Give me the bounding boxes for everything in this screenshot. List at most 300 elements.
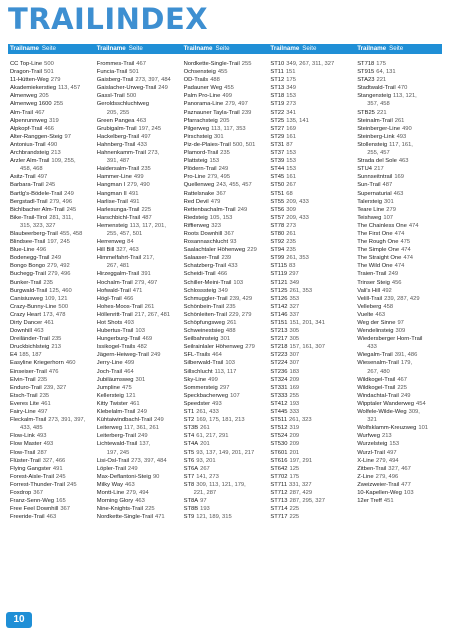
index-entry bbox=[270, 92, 353, 100]
index-entry bbox=[184, 262, 267, 270]
trail-page: 109, 121 bbox=[44, 295, 68, 302]
trail-name: Einseiser-Trail bbox=[10, 368, 47, 375]
index-entry bbox=[184, 351, 267, 359]
trail-page: 113, 121, bbox=[393, 93, 417, 100]
trail-page: 261 bbox=[200, 425, 210, 432]
trail-page: 474 bbox=[394, 263, 405, 270]
trail-page: 273 bbox=[286, 222, 296, 229]
index-entry bbox=[357, 254, 440, 262]
trail-page: 301 bbox=[384, 198, 394, 205]
trail-page: 221 bbox=[376, 109, 387, 116]
trail-page: 497 bbox=[386, 449, 397, 456]
trail-page: 500 bbox=[58, 303, 69, 310]
trail-page: 391, 486 bbox=[394, 352, 418, 359]
trail-page: 245 bbox=[66, 206, 77, 213]
index-entry bbox=[97, 400, 180, 408]
index-entry bbox=[97, 246, 180, 254]
index-entry bbox=[357, 327, 440, 335]
trail-name: Seilbahnsteig bbox=[183, 336, 219, 343]
trail-page: 474 bbox=[401, 247, 411, 254]
trail-name: Talersteig bbox=[357, 198, 382, 205]
index-entry bbox=[10, 141, 93, 149]
index-entry bbox=[357, 133, 440, 141]
column-header-name: Trailname bbox=[96, 45, 126, 52]
trail-name: ST25 bbox=[270, 117, 285, 124]
trail-name: Traien-Trail bbox=[357, 271, 387, 278]
index-entry bbox=[10, 109, 93, 117]
trail-name: X-Line bbox=[357, 457, 374, 464]
trail-page: 471 bbox=[132, 287, 143, 294]
trail-page: 456 bbox=[391, 279, 402, 286]
trail-name: ST616 bbox=[270, 457, 288, 464]
trail-page: 487 bbox=[382, 182, 393, 189]
trail-name: Stangensteig bbox=[357, 93, 392, 100]
index-column bbox=[182, 60, 269, 598]
index-entry bbox=[184, 141, 267, 149]
index-entry bbox=[10, 384, 93, 392]
trail-page: 474 bbox=[408, 222, 419, 229]
trail-name: ST56 bbox=[270, 206, 285, 213]
index-entry bbox=[357, 311, 440, 319]
trail-page: 273, 391, 397, bbox=[48, 417, 86, 424]
index-entry bbox=[357, 335, 440, 343]
trail-name: Schiller-Meini-Trail bbox=[183, 279, 232, 286]
trail-name: ST4 bbox=[183, 433, 195, 440]
trail-page: 471 bbox=[154, 514, 165, 521]
trail-name: Speedster bbox=[183, 400, 211, 407]
trail-page: 255 bbox=[53, 101, 64, 108]
trail-page: 279, 497 bbox=[134, 279, 158, 286]
index-entry bbox=[10, 262, 93, 270]
trail-page: 235 bbox=[39, 392, 50, 399]
trail-page: 249 bbox=[154, 417, 164, 424]
index-entry bbox=[270, 100, 353, 108]
trail-name: Forest-Aisle-Trail bbox=[10, 473, 54, 480]
trail-page: 197, 245 bbox=[138, 125, 162, 132]
trail-page: 433, 485 bbox=[20, 425, 43, 432]
trail-name: ST714 bbox=[270, 506, 288, 513]
trail-name: Schweinestsieg bbox=[183, 328, 224, 335]
trail-page: 245 bbox=[55, 473, 66, 480]
trail-page: 477 bbox=[401, 481, 411, 488]
trail-name: Nordkette-Single-Trail bbox=[96, 514, 153, 521]
index-entry bbox=[184, 190, 267, 198]
index-entry bbox=[357, 368, 440, 376]
column-header-name: Trailname bbox=[183, 45, 213, 52]
column-header bbox=[95, 44, 182, 54]
trail-name: Rosannaschlucht bbox=[183, 239, 229, 246]
index-entry bbox=[357, 206, 440, 214]
page-title: TRAILINDEX bbox=[8, 2, 209, 36]
index-entry bbox=[270, 368, 353, 376]
trail-name: ST37 bbox=[270, 150, 285, 157]
trail-page: 197, 291 bbox=[289, 457, 313, 464]
trail-name: ST236 bbox=[270, 368, 288, 375]
trail-name: Strada del Sole bbox=[357, 158, 397, 165]
trail-page: 235 bbox=[286, 239, 296, 246]
trail-name: Milky Way bbox=[96, 481, 123, 488]
trail-page: 93, 201 bbox=[196, 457, 216, 464]
trail-name: ST601 bbox=[270, 449, 288, 456]
trail-name: Supernaturial bbox=[357, 190, 392, 197]
trail-page: 327, 463 bbox=[116, 247, 139, 254]
column-header-page: Seite bbox=[41, 45, 56, 52]
index-entry bbox=[184, 465, 267, 473]
index-entry bbox=[10, 303, 93, 311]
trail-name: ST78 bbox=[270, 222, 285, 229]
index-entry bbox=[97, 368, 180, 376]
trail-name: Sun-Trail bbox=[357, 182, 381, 189]
index-entry bbox=[184, 457, 267, 465]
trail-page: 249 bbox=[400, 392, 411, 399]
index-entry bbox=[10, 100, 93, 108]
index-entry bbox=[97, 222, 180, 230]
trail-page: 461 bbox=[129, 400, 140, 407]
index-entry bbox=[10, 351, 93, 359]
trail-name: Rettenbachalm-Trail bbox=[183, 206, 236, 213]
trail-name: ST80 bbox=[270, 230, 285, 237]
index-entry bbox=[10, 440, 93, 448]
index-entry bbox=[184, 335, 267, 343]
trail-page: 84 bbox=[127, 239, 134, 246]
trail-name: Kellersteig bbox=[96, 392, 124, 399]
trail-name: ST3B bbox=[183, 425, 199, 432]
index-entry bbox=[270, 392, 353, 400]
index-entry bbox=[357, 92, 440, 100]
trail-page: 213 bbox=[51, 150, 61, 157]
trail-name: Pfarrachsteig bbox=[183, 117, 218, 124]
trail-page: 209 bbox=[289, 441, 300, 448]
index-entry bbox=[97, 238, 180, 246]
trail-name: Funcia-Trail bbox=[96, 69, 128, 76]
trail-page: 235 bbox=[141, 166, 151, 173]
index-entry bbox=[10, 489, 93, 497]
index-entry bbox=[184, 270, 267, 278]
trail-name: Salaaser-Trail bbox=[183, 255, 220, 262]
trail-name: Piz-de-Plaies-Trail bbox=[183, 141, 231, 148]
trail-page: 197, 245 bbox=[106, 449, 130, 456]
index-entry bbox=[270, 505, 353, 513]
trail-page: 497 bbox=[141, 133, 151, 140]
index-entry bbox=[97, 376, 180, 384]
index-entry bbox=[10, 505, 93, 513]
trail-name: Hackelberg-Trail bbox=[96, 133, 140, 140]
index-entry bbox=[270, 465, 353, 473]
trail-page: 273, bbox=[147, 150, 160, 157]
column-header-name: Trailname bbox=[270, 45, 300, 52]
index-entry bbox=[184, 76, 267, 84]
index-entry bbox=[357, 173, 440, 181]
index-entry bbox=[184, 133, 267, 141]
trail-name: Silberwald-Trail bbox=[183, 360, 224, 367]
trail-name: Vali's Hill bbox=[357, 287, 381, 294]
index-entry bbox=[10, 359, 93, 367]
trail-page: 367 bbox=[224, 230, 234, 237]
trail-name: Forrest-Thunder-Trail bbox=[10, 481, 65, 488]
index-entry bbox=[357, 457, 440, 465]
index-entry bbox=[270, 141, 353, 149]
trail-page: 466 bbox=[44, 125, 54, 132]
trail-name: Antonius-Trail bbox=[10, 141, 46, 148]
trail-page: 169 bbox=[286, 125, 296, 132]
trail-page: 463 bbox=[33, 328, 44, 335]
trail-page: 323 bbox=[211, 222, 221, 229]
trail-page: 279, 497 bbox=[225, 101, 248, 108]
trail-name: ST511 bbox=[270, 417, 288, 424]
trail-name: Herrenweg bbox=[96, 239, 126, 246]
trail-page: 103 bbox=[403, 489, 414, 496]
trail-name: ST45 bbox=[270, 174, 285, 181]
index-entry bbox=[10, 125, 93, 133]
trail-name: Blue-Line bbox=[10, 247, 35, 254]
trail-page: 490 bbox=[402, 125, 412, 132]
trail-name: Red Devil bbox=[183, 198, 209, 205]
index-entry bbox=[10, 335, 93, 343]
trail-name: Alpkopf-Trail bbox=[10, 125, 43, 132]
index-entry bbox=[97, 327, 180, 335]
index-entry bbox=[97, 214, 180, 222]
index-entry bbox=[357, 246, 440, 254]
page-number: 10 bbox=[6, 612, 32, 628]
trail-page: 279, 490 bbox=[127, 182, 150, 189]
trail-name: Roots Downhill bbox=[183, 230, 223, 237]
trail-page: 225 bbox=[289, 506, 300, 513]
trail-page: 249 bbox=[51, 255, 62, 262]
index-entry bbox=[357, 60, 440, 68]
trail-page: 341 bbox=[286, 109, 296, 116]
page-footer bbox=[0, 610, 450, 630]
trail-name: Gassl-Trail bbox=[96, 93, 125, 100]
index-entry bbox=[97, 181, 180, 189]
trail-page: 221, 287 bbox=[193, 489, 217, 496]
index-entry bbox=[184, 432, 267, 440]
index-entry bbox=[270, 190, 353, 198]
trail-name: Almenweg 1600 bbox=[10, 101, 52, 108]
index-entry bbox=[10, 449, 93, 457]
trail-page: 463 bbox=[393, 190, 404, 197]
trail-name: Wiegalm-Trail bbox=[357, 352, 393, 359]
index-entry bbox=[10, 214, 93, 222]
index-entry bbox=[97, 60, 180, 68]
trail-page: 109, 255, bbox=[51, 158, 76, 165]
index-entry bbox=[184, 319, 267, 327]
trail-name: Schönbein-Trail bbox=[183, 303, 224, 310]
index-entry bbox=[184, 408, 267, 416]
trail-page: 107 bbox=[383, 214, 394, 221]
trail-name: Wildkogel-Trail bbox=[357, 384, 396, 391]
index-entry bbox=[97, 424, 180, 432]
trail-name: Druckbichlsteig bbox=[10, 344, 50, 351]
trail-name: ST4A bbox=[183, 441, 199, 448]
trail-name: ST412 bbox=[270, 400, 288, 407]
trail-page: 201 bbox=[200, 441, 210, 448]
trail-name: Elvin-Trail bbox=[10, 376, 36, 383]
index-entry bbox=[97, 497, 180, 505]
index-column bbox=[268, 60, 355, 598]
trail-name: Downhill bbox=[10, 328, 32, 335]
trail-page: 273, 397, 484 bbox=[131, 457, 167, 464]
index-entry bbox=[357, 117, 440, 125]
trail-name: Franz-Senn-Weg bbox=[10, 498, 55, 505]
trail-page: 117, 361, 261 bbox=[123, 425, 159, 432]
trail-name: Hot Shots bbox=[96, 320, 123, 326]
trail-name: Zitben-Trail bbox=[357, 465, 387, 472]
trail-name: ST223 bbox=[270, 352, 288, 359]
trail-name: STA23 bbox=[357, 77, 375, 84]
trail-name: Löpler-Trail bbox=[96, 465, 126, 472]
trail-page: 193 bbox=[289, 400, 300, 407]
trail-page: 500 bbox=[126, 93, 137, 100]
column-header bbox=[268, 44, 355, 54]
trail-name: Paznauner Tayla-Trail bbox=[183, 109, 240, 116]
trail-page: 209, 433 bbox=[286, 214, 309, 221]
index-entry bbox=[357, 481, 440, 489]
trail-name: Harschbichl-Trail bbox=[96, 214, 141, 221]
trail-page: 103 bbox=[233, 279, 244, 286]
trail-page: 451 bbox=[383, 498, 394, 505]
trail-name: Wurfweg bbox=[357, 433, 380, 440]
trail-page: 249 bbox=[218, 166, 229, 173]
trail-page: 466 bbox=[123, 295, 134, 302]
trail-page: 461 bbox=[41, 400, 51, 407]
trail-name: Hohes-Moos-Trail bbox=[96, 303, 143, 310]
trail-page: 463 bbox=[135, 498, 145, 505]
trail-name: The Rough One bbox=[357, 239, 399, 246]
trail-name: ST217 bbox=[270, 336, 288, 343]
trail-name: Wipptaler Wanderweg bbox=[357, 400, 414, 407]
trail-name: Zweizweier-Trail bbox=[357, 481, 400, 488]
trail-name: Flüster-Trail bbox=[10, 457, 41, 464]
trail-name: ST2 bbox=[183, 417, 195, 424]
index-entry bbox=[270, 416, 353, 424]
trail-name: Stollensteig bbox=[357, 141, 388, 148]
index-entry bbox=[10, 230, 93, 238]
index-entry bbox=[10, 368, 93, 376]
trail-name: Bergstadl-Trail bbox=[10, 198, 48, 205]
trail-page: 491 bbox=[52, 465, 63, 472]
index-entry bbox=[10, 181, 93, 189]
trail-page: 153 bbox=[286, 158, 296, 165]
index-entry bbox=[184, 424, 267, 432]
index-entry bbox=[184, 173, 267, 181]
trail-name: ST121 bbox=[270, 279, 288, 286]
trail-name: Schönleiten-Trail bbox=[183, 311, 227, 318]
trail-page: 261 bbox=[286, 230, 296, 237]
trail-name: Almenweg bbox=[10, 93, 38, 100]
trail-name: STU4 bbox=[357, 166, 373, 173]
trail-name: Leiterberg-Trail bbox=[96, 433, 136, 440]
trail-name: Pilgerweg bbox=[183, 125, 210, 132]
trail-name: ST711 bbox=[270, 481, 288, 488]
trail-name: ST9 bbox=[183, 514, 195, 521]
trail-page: 458, 468 bbox=[20, 166, 43, 173]
trail-name: Weg der Sinne bbox=[357, 320, 396, 326]
trail-page: 225 bbox=[289, 514, 300, 521]
trail-page: 281, 311, bbox=[49, 214, 73, 221]
index-entry bbox=[270, 230, 353, 238]
column-header-bar bbox=[8, 44, 442, 54]
column-header-page: Seite bbox=[128, 45, 143, 52]
trail-name: ST151 bbox=[270, 320, 288, 326]
index-entry bbox=[270, 424, 353, 432]
trail-page: 249 bbox=[150, 352, 161, 359]
index-entry bbox=[10, 222, 93, 230]
trail-page: 249 bbox=[127, 465, 138, 472]
index-entry bbox=[357, 384, 440, 392]
trail-page: 255 bbox=[289, 392, 300, 399]
trail-name: Windachtal-Trail bbox=[357, 392, 399, 399]
index-entry bbox=[97, 109, 180, 117]
trail-page: 500, 501 bbox=[232, 141, 256, 148]
index-entry bbox=[184, 230, 267, 238]
index-entry bbox=[10, 238, 93, 246]
index-entry bbox=[184, 165, 267, 173]
index-entry bbox=[270, 384, 353, 392]
index-entry bbox=[97, 384, 180, 392]
trail-name: Flying Gangster bbox=[10, 465, 51, 472]
trail-page: 467 bbox=[34, 109, 45, 116]
index-entry bbox=[270, 376, 353, 384]
trail-page: 113, 117 bbox=[214, 368, 237, 375]
trail-page: 297 bbox=[219, 384, 230, 391]
column-header-name: Trailname bbox=[357, 45, 387, 52]
trail-page: 239 bbox=[241, 109, 252, 116]
index-entry bbox=[270, 254, 353, 262]
trail-name: Gaislacher-Urweg-Trail bbox=[96, 85, 157, 92]
index-entry bbox=[184, 68, 267, 76]
index-entry bbox=[270, 408, 353, 416]
trail-page: 499 bbox=[208, 376, 218, 383]
trail-name: Blaubeerberg-Trail bbox=[10, 230, 58, 237]
index-column bbox=[8, 60, 95, 598]
trail-page: 225 bbox=[397, 384, 407, 391]
trail-page: 245 bbox=[45, 182, 56, 189]
index-entry bbox=[97, 513, 180, 521]
trail-name: ST115 bbox=[270, 263, 288, 270]
index-entry bbox=[97, 473, 180, 481]
trail-page: 151, 201, 341 bbox=[289, 320, 325, 326]
index-entry bbox=[357, 222, 440, 230]
trail-page: 488 bbox=[210, 77, 220, 84]
trail-page: 153 bbox=[286, 93, 296, 100]
index-entry bbox=[184, 125, 267, 133]
trail-page: 469 bbox=[142, 336, 153, 343]
index-entry bbox=[97, 230, 180, 238]
index-entry bbox=[270, 440, 353, 448]
index-entry bbox=[357, 230, 440, 238]
index-entry bbox=[10, 149, 93, 157]
trail-page: 475 bbox=[122, 384, 132, 391]
index-entry bbox=[357, 279, 440, 287]
trail-page: 217, 267, 481 bbox=[134, 311, 171, 318]
index-entry bbox=[270, 125, 353, 133]
trail-page: 97 bbox=[200, 498, 207, 505]
trail-page: 105, 153 bbox=[209, 214, 233, 221]
trail-page: 367 bbox=[33, 489, 43, 496]
trail-name: ST50 bbox=[270, 182, 285, 189]
trail-page: 467 bbox=[397, 376, 407, 383]
trail-name: ST55 bbox=[270, 198, 285, 205]
trail-name: 11-Hütten-Weg bbox=[10, 77, 49, 84]
index-entry bbox=[270, 76, 353, 84]
trail-page: 135, 141 bbox=[286, 117, 309, 124]
index-entry bbox=[270, 181, 353, 189]
trail-name: Nordkette-Single-Trail bbox=[183, 61, 240, 67]
column-header-page: Seite bbox=[302, 45, 317, 52]
trail-name: Wendelinsteig bbox=[357, 328, 394, 335]
index-entry bbox=[270, 327, 353, 335]
index-entry bbox=[357, 165, 440, 173]
